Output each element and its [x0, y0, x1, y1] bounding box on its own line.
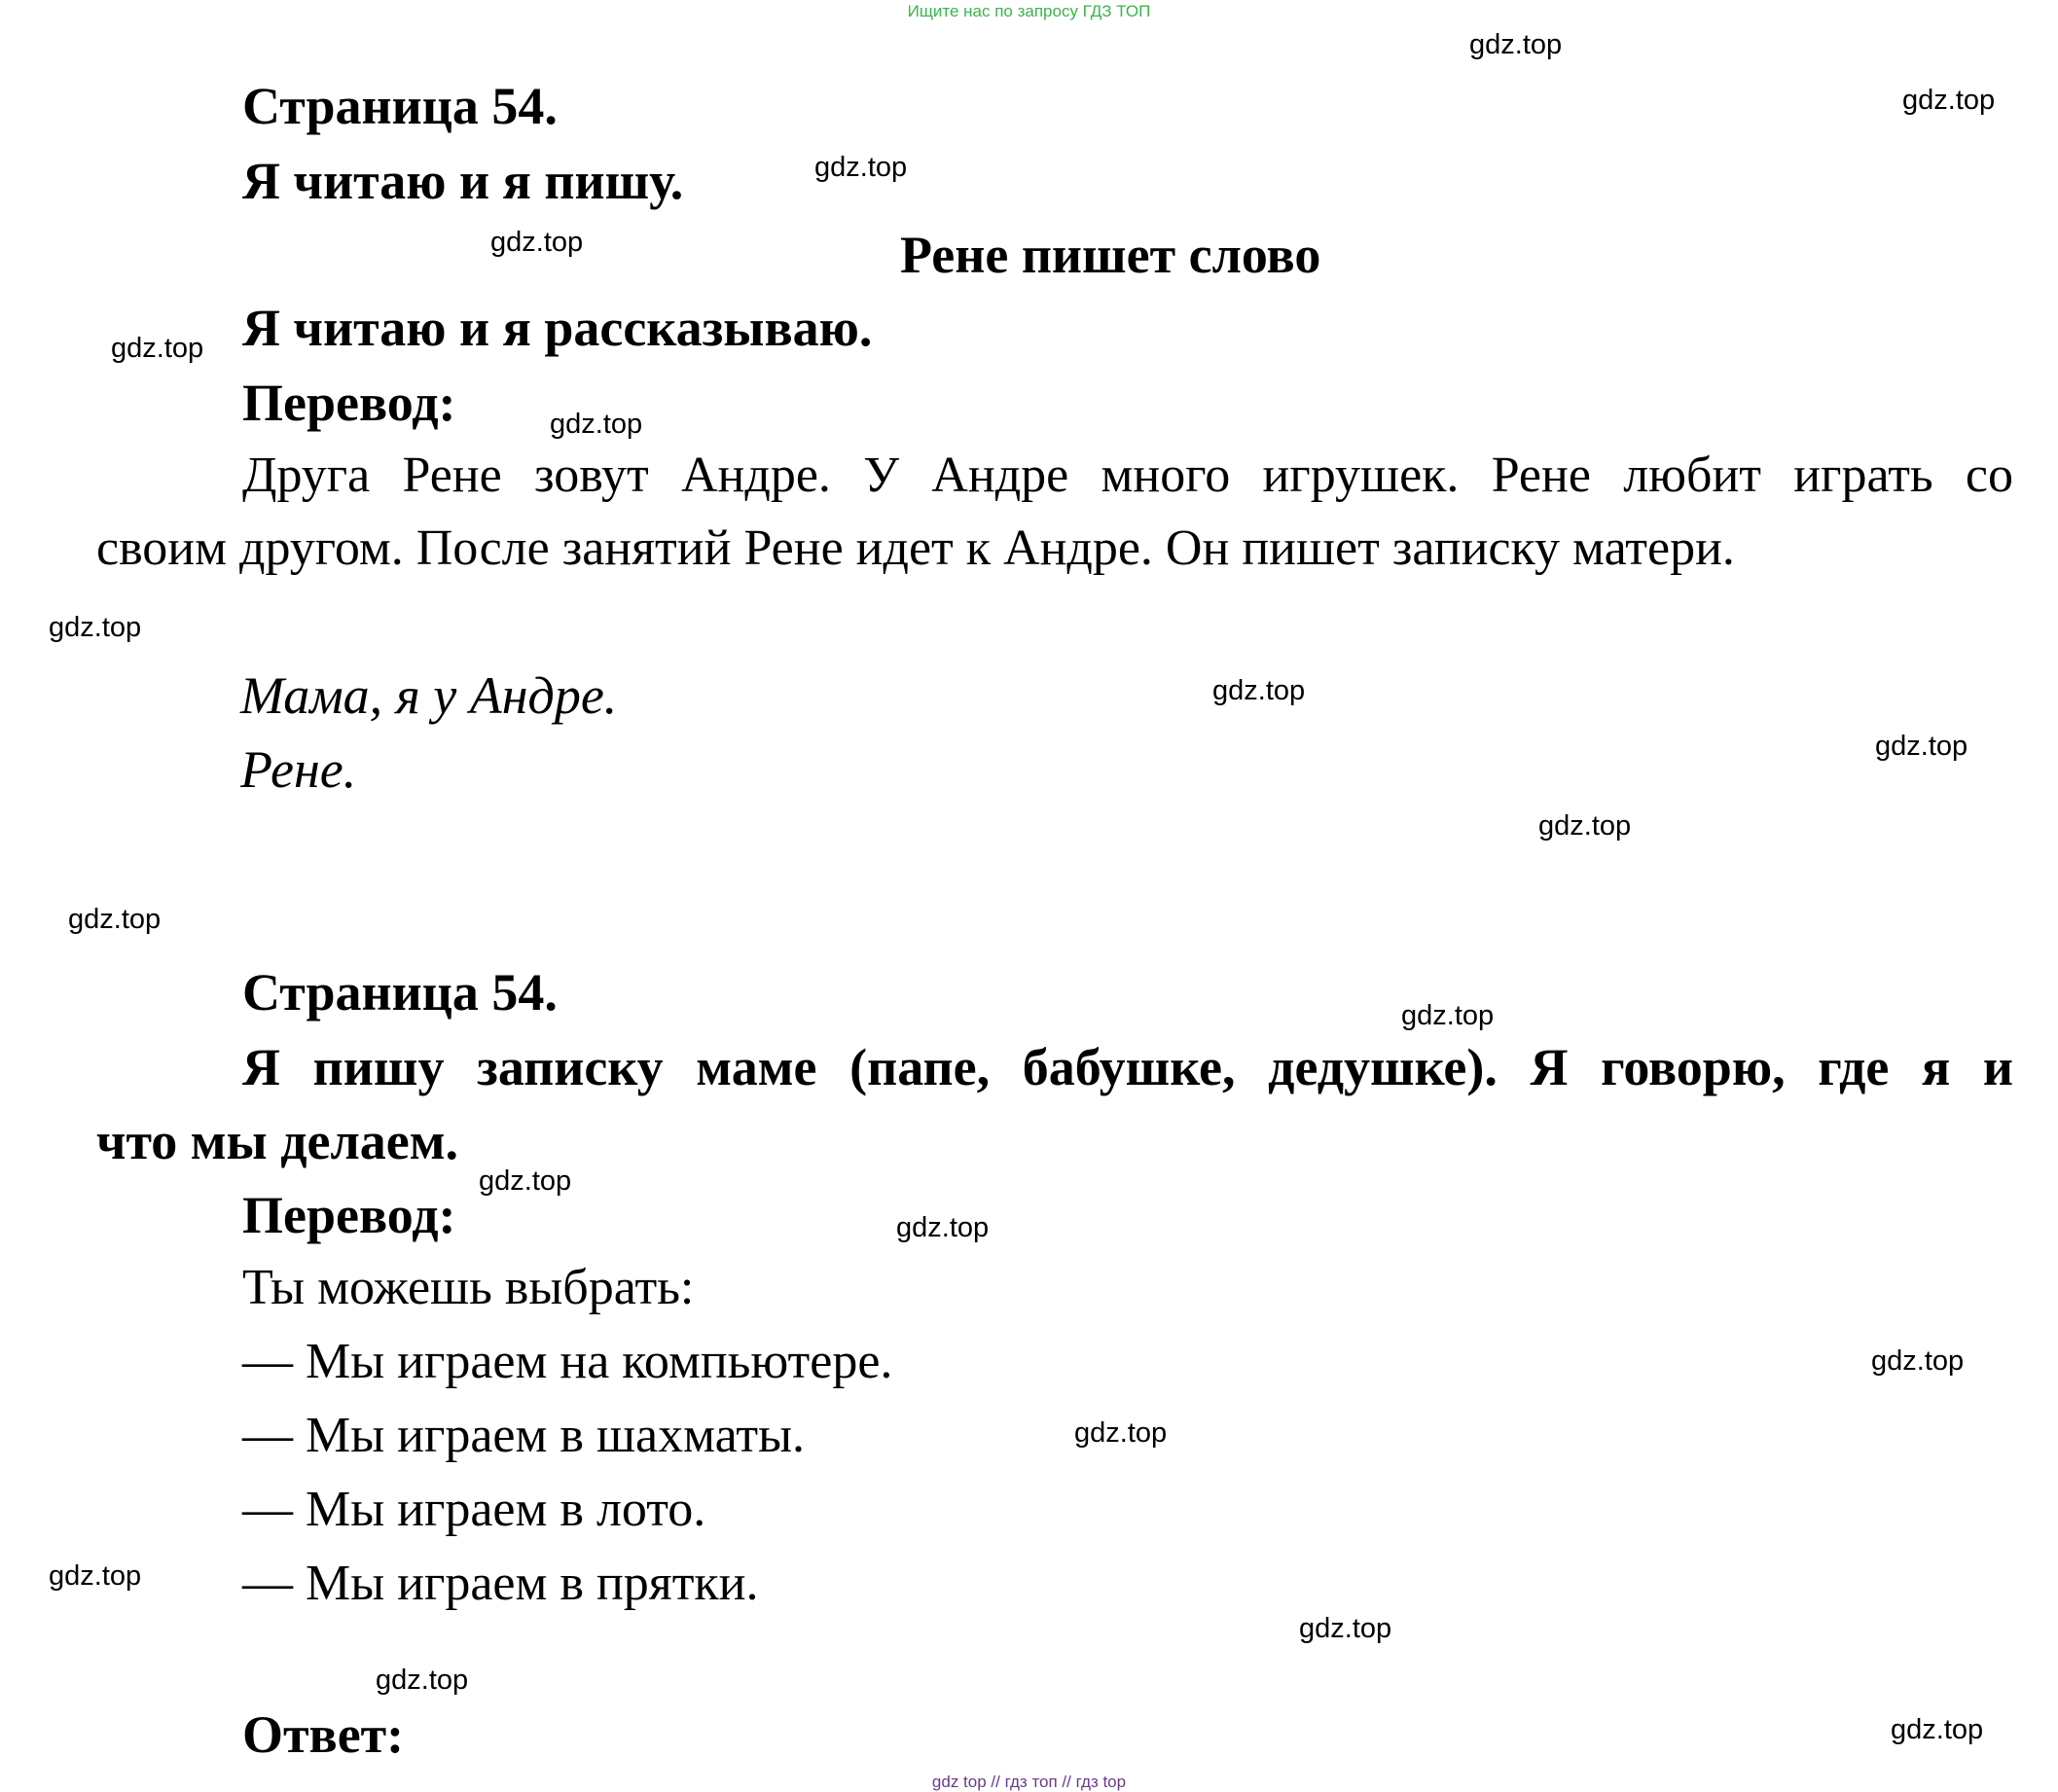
translation-label: Перевод: — [242, 374, 456, 432]
watermark: gdz.top — [1891, 1714, 1984, 1745]
note-signature: Рене. — [240, 740, 357, 799]
watermark: gdz.top — [1469, 29, 1563, 60]
watermark: gdz.top — [1538, 810, 1632, 842]
task-title: Я читаю и я рассказываю. — [242, 299, 873, 357]
watermark: gdz.top — [1871, 1345, 1965, 1377]
page-heading: Страница 54. — [242, 77, 558, 135]
task-title: Я пишу записку маме (папе, бабушке, дедушке). Я говорю, где я и — [242, 1038, 2013, 1096]
note-line: Мама, я у Андре. — [240, 666, 618, 725]
watermark: gdz.top — [1875, 731, 1968, 762]
task-title: что мы делаем. — [96, 1112, 459, 1170]
watermark: gdz.top — [1299, 1613, 1392, 1644]
option-item: — Мы играем в лото. — [242, 1482, 706, 1537]
footer-links: gdz top // гдз топ // гдз top — [931, 1773, 1127, 1791]
watermark: gdz.top — [1902, 85, 1996, 116]
option-item: — Мы играем на компьютере. — [242, 1334, 893, 1389]
watermark: gdz.top — [376, 1665, 469, 1696]
watermark: gdz.top — [1212, 675, 1306, 706]
translation-label: Перевод: — [242, 1186, 456, 1244]
watermark: gdz.top — [49, 612, 142, 643]
task-title: Я читаю и я пишу. — [242, 152, 684, 210]
watermark: gdz.top — [814, 152, 908, 183]
answer-label: Ответ: — [242, 1705, 405, 1764]
option-item: — Мы играем в шахматы. — [242, 1408, 806, 1463]
watermark: gdz.top — [479, 1165, 572, 1197]
page-heading: Страница 54. — [242, 963, 558, 1021]
paragraph-line: Друга Рене зовут Андре. У Андре много игрушек. Рене любит играть со — [242, 448, 2013, 503]
options-intro: Ты можешь выбрать: — [242, 1260, 695, 1315]
watermark: gdz.top — [1074, 1417, 1168, 1449]
story-subtitle: Рене пишет слово — [900, 226, 1321, 284]
watermark: gdz.top — [1401, 1000, 1495, 1031]
watermark: gdz.top — [49, 1560, 142, 1592]
option-item: — Мы играем в прятки. — [242, 1556, 759, 1611]
watermark: gdz.top — [68, 904, 162, 935]
top-banner: Ищите нас по запросу ГДЗ ТОП — [907, 2, 1151, 20]
paragraph-line: своим другом. После занятий Рене идет к Андре. Он пишет записку матери. — [96, 520, 1735, 576]
watermark: gdz.top — [111, 333, 204, 364]
watermark: gdz.top — [550, 409, 643, 440]
watermark: gdz.top — [490, 227, 584, 258]
watermark: gdz.top — [896, 1212, 990, 1243]
